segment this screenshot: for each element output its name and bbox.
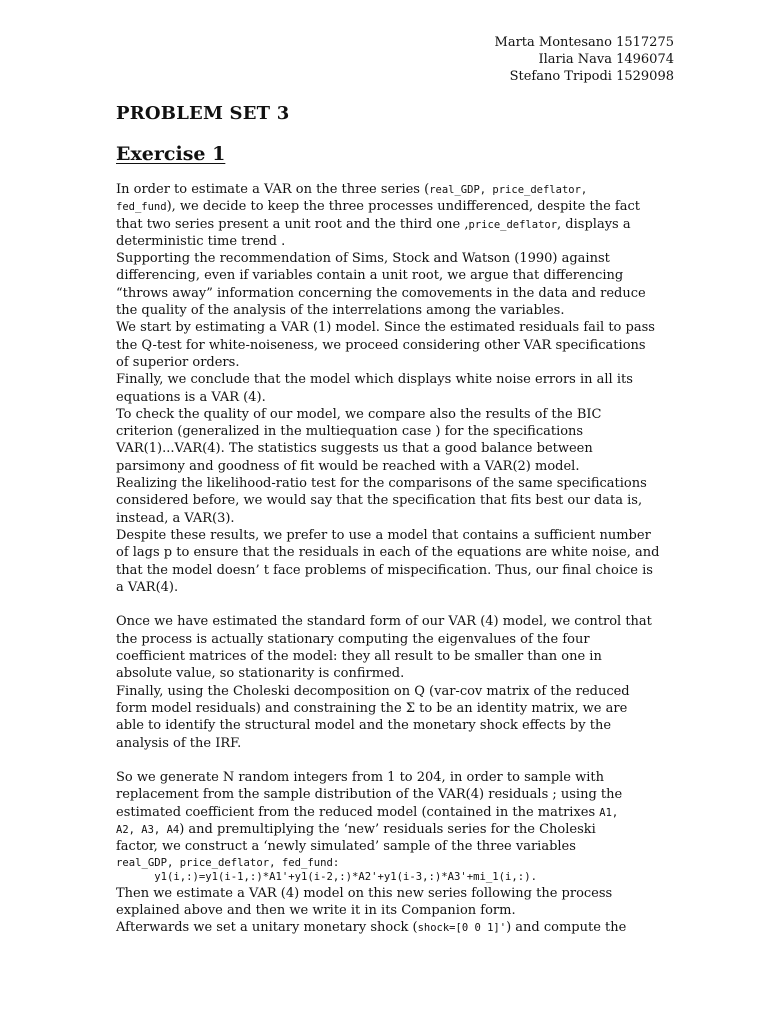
text-segment: ) and premultiplying the ‘new’ residuals series for the Choleski (179, 821, 596, 837)
text-segment: equations is a VAR (4). (116, 389, 266, 405)
text-segment: that the model doesn’ t face problems of mispecification. Thus, our final choice is (116, 562, 653, 578)
text-segment: Finally, using the Choleski decomposition on Q (var-cov matrix of the reduced (116, 683, 630, 699)
text-line (116, 337, 658, 354)
text-segment: Despite these results, we prefer to use a model that contains a sufficient number (116, 527, 651, 543)
text-line (116, 821, 658, 838)
inline-code: fed_fund (116, 201, 167, 214)
text-line (116, 423, 658, 440)
text-line (116, 389, 658, 406)
inline-code: shock=[0 0 1]' (417, 922, 507, 935)
text-line (116, 804, 658, 821)
text-segment: estimated coefficient from the reduced model (contained in the matrixes (116, 804, 600, 820)
text-segment: Realizing the likelihood-ratio test for the comparisons of the same specifications (116, 476, 647, 492)
code-line (116, 856, 658, 871)
text-segment: form model residuals) and constraining the Σ to be an identity matrix, we are (116, 700, 628, 716)
text-line (116, 919, 658, 936)
text-segment: absolute value, so stationarity is confirmed. (116, 666, 405, 682)
text-segment: So we generate N random integers from 1 to 204, in order to sample with (116, 770, 605, 786)
text-line (116, 181, 658, 198)
text-line (116, 354, 658, 371)
code-text: real_GDP, price_deflator, fed_fund: (116, 856, 340, 869)
text-line (116, 302, 658, 319)
paragraph-gap (116, 596, 658, 613)
text-segment: VAR(1)...VAR(4). The statistics suggests us that a good balance between (116, 441, 593, 457)
text-line (116, 665, 658, 682)
text-segment: Supporting the recommendation of Sims, Stock and Watson (1990) against (116, 251, 610, 267)
text-line (116, 648, 658, 665)
text-segment: criterion (generalized in the multiequation case ) for the specifications (116, 424, 584, 440)
text-segment: of lags p to ensure that the residuals in each of the equations are white noise, and (116, 545, 660, 561)
text-segment: coefficient matrices of the model: they all result to be smaller than one in (116, 649, 602, 665)
text-line (116, 613, 658, 630)
text-line (116, 700, 658, 717)
text-line (116, 267, 658, 284)
text-segment: the Q-test for white-noiseness, we proceed considering other VAR specifications (116, 337, 646, 353)
body-text (116, 181, 658, 936)
text-segment: In order to estimate a VAR on the three series ( (116, 182, 430, 197)
text-line (116, 510, 658, 527)
inline-code: price_deflator (468, 218, 558, 231)
text-segment: We start by estimating a VAR (1) model. Since the estimated residuals fail to pass (116, 320, 655, 336)
text-line (116, 492, 658, 509)
text-segment: of superior orders. (116, 354, 240, 370)
paragraph-gap (116, 752, 658, 769)
text-segment: a VAR(4). (116, 579, 179, 595)
text-segment: able to identify the structural model and the monetary shock effects by the (116, 718, 612, 734)
text-line (116, 786, 658, 803)
text-line (116, 406, 658, 423)
text-segment: ) and compute the (506, 920, 627, 936)
document-title: PROBLEM SET 3 (116, 103, 290, 124)
text-line (116, 285, 658, 302)
text-segment: factor, we construct a ‘newly simulated’ sample of the three variables (116, 839, 576, 855)
text-segment: deterministic time trend . (116, 233, 286, 249)
text-segment: Afterwards we set a unitary monetary shock ( (116, 920, 418, 936)
text-segment: Then we estimate a VAR (4) model on this new series following the process (116, 885, 613, 901)
code-line (116, 870, 658, 885)
inline-code: real_GDP, price_deflator, (429, 184, 588, 196)
text-line (116, 902, 658, 919)
text-segment: “throws away” information concerning the comovements in the data and reduce (116, 285, 646, 301)
text-line (116, 769, 658, 786)
text-segment: that two series present a unit root and the third one , (116, 216, 469, 232)
author-name: Marta Montesano 1517275 (494, 35, 674, 50)
text-segment: parsimony and goodness of fit would be reached with a VAR(2) model. (116, 458, 580, 474)
author-name: Ilaria Nava 1496074 (538, 52, 674, 67)
author-name: Stefano Tripodi 1529098 (509, 69, 674, 84)
inline-code: A2, A3, A4 (116, 823, 180, 836)
text-segment: ), we decide to keep the three processes undifferenced, despite the fact (166, 199, 640, 215)
text-segment: Finally, we conclude that the model which displays white noise errors in all its (116, 372, 633, 388)
text-line (116, 579, 658, 596)
text-segment: , displays a (557, 216, 631, 232)
text-segment: explained above and then we write it in its Companion form. (116, 902, 516, 918)
text-line (116, 838, 658, 855)
text-segment: analysis of the IRF. (116, 735, 242, 751)
section-heading: Exercise 1 (116, 143, 226, 165)
text-line (116, 250, 658, 267)
author-list (495, 34, 674, 85)
code-text: y1(i,:)=y1(i-1,:)*A1'+y1(i-2,:)*A2'+y1(i-3,:)*A3'+mi_1(i,:). (116, 871, 537, 884)
text-line (116, 631, 658, 648)
text-segment: considered before, we would say that the specification that fits best our data is, (116, 493, 643, 509)
text-segment: the quality of the analysis of the interrelations among the variables. (116, 303, 565, 319)
inline-code: A1, (599, 806, 619, 819)
text-line (116, 544, 658, 561)
text-line (116, 885, 658, 902)
text-segment: To check the quality of our model, we compare also the results of the BIC (116, 406, 602, 422)
text-segment: Once we have estimated the standard form of our VAR (4) model, we control that (116, 614, 652, 630)
text-line (116, 562, 658, 579)
text-line (116, 475, 658, 492)
text-line (116, 216, 658, 233)
text-line (116, 440, 658, 457)
text-line (116, 458, 658, 475)
text-line (116, 527, 658, 544)
text-segment: the process is actually stationary computing the eigenvalues of the four (116, 631, 590, 647)
text-line (116, 735, 658, 752)
text-line (116, 233, 658, 250)
text-segment: differencing, even if variables contain a unit root, we argue that differencing (116, 268, 624, 284)
text-segment: instead, a VAR(3). (116, 510, 235, 526)
text-segment: replacement from the sample distribution of the VAR(4) residuals ; using the (116, 787, 623, 803)
text-line (116, 198, 658, 215)
text-line (116, 717, 658, 734)
text-line (116, 683, 658, 700)
text-line (116, 319, 658, 336)
text-line (116, 371, 658, 388)
